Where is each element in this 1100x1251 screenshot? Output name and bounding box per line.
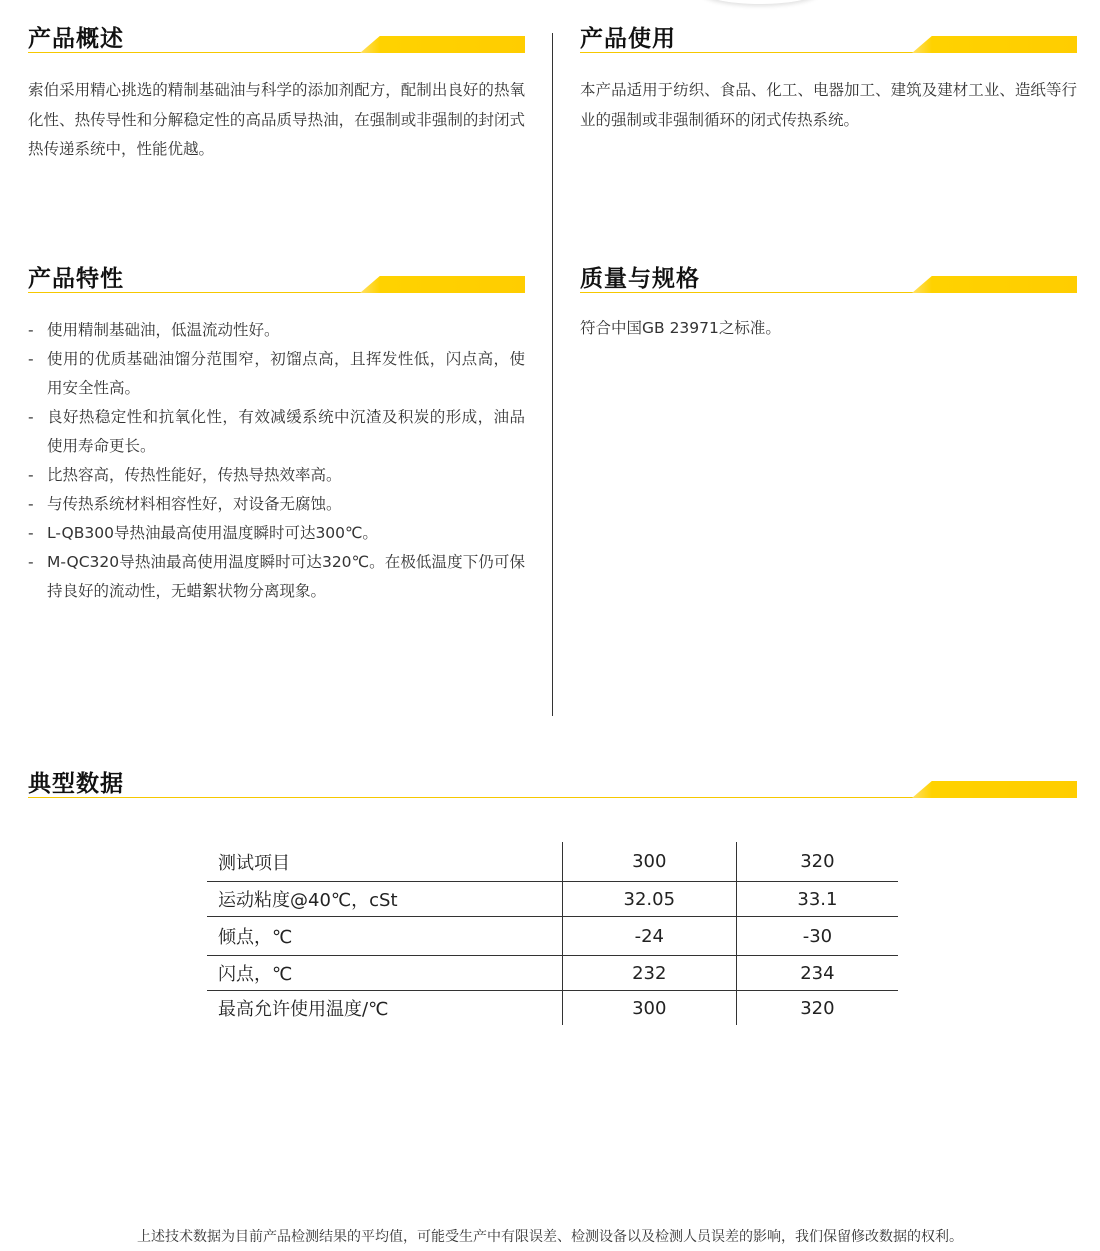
column-divider [552, 33, 553, 716]
table-cell: 倾点，℃ [207, 917, 562, 956]
footer-disclaimer: 上述技术数据为目前产品检测结果的平均值，可能受生产中有限误差、检测设备以及检测人员误差的影响，我们保留修改数据的权利。 [137, 1229, 963, 1245]
table-cell: -24 [562, 917, 736, 956]
table-cell: 234 [736, 956, 898, 991]
typical-data-table [207, 842, 898, 1025]
section-heading-overview [28, 23, 525, 83]
list-item [28, 519, 525, 548]
list-item [28, 461, 525, 490]
feature-text: M-QC320导热油最高使用温度瞬时可达320℃。在极低温度下仍可保持良好的流动性，无蜡絮状物分离现象。 [47, 553, 525, 600]
table-cell: 运动粘度@40℃，cSt [207, 882, 562, 917]
table-header-row [207, 842, 898, 882]
section-title: 产品特性 [28, 266, 124, 292]
section-title: 质量与规格 [580, 266, 700, 292]
heading-accent-bar [912, 276, 1077, 293]
table-row [207, 991, 898, 1026]
feature-list [28, 316, 525, 606]
feature-text: 使用的优质基础油馏分范围窄，初馏点高，且挥发性低，闪点高，使用安全性高。 [47, 350, 525, 397]
section-heading-usage [580, 23, 1077, 83]
table-header-cell: 320 [736, 842, 898, 882]
list-bullet: - [28, 321, 34, 339]
list-item [28, 403, 525, 461]
feature-text: 比热容高，传热性能好，传热导热效率高。 [47, 466, 342, 484]
list-bullet: - [28, 495, 34, 513]
table-header-cell: 300 [562, 842, 736, 882]
list-bullet: - [28, 524, 34, 542]
list-item [28, 345, 525, 403]
list-bullet: - [28, 466, 34, 484]
heading-accent-bar [912, 781, 1077, 798]
table-row [207, 882, 898, 917]
heading-accent-bar [360, 276, 525, 293]
list-bullet: - [28, 408, 34, 426]
list-bullet: - [28, 350, 34, 368]
feature-text: L-QB300导热油最高使用温度瞬时可达300℃。 [47, 524, 378, 542]
section-heading-typical-data [28, 768, 1077, 828]
list-item [28, 548, 525, 606]
section-title: 产品使用 [580, 26, 676, 52]
overview-text: 索伯采用精心挑选的精制基础油与科学的添加剂配方，配制出良好的热氧化性、热传导性和分解稳定性的高品质导热油，在强制或非强制的封闭式热传递系统中，性能优越。 [28, 81, 525, 158]
table-cell: 最高允许使用温度/℃ [207, 991, 562, 1026]
table-cell: 300 [562, 991, 736, 1026]
heading-accent-bar [360, 36, 525, 53]
table-cell: 320 [800, 997, 835, 1019]
table-cell: -30 [736, 917, 898, 956]
top-decorative-arc [700, 0, 820, 4]
list-bullet: - [28, 553, 34, 571]
usage-text: 本产品适用于纺织、食品、化工、电器加工、建筑及建材工业、造纸等行业的强制或非强制循环的闭式传热系统。 [580, 81, 1077, 129]
table-row [207, 956, 898, 991]
table-row [207, 917, 898, 956]
feature-text: 与传热系统材料相容性好，对设备无腐蚀。 [47, 495, 342, 513]
section-heading-features [28, 263, 525, 323]
table-cell: 闪点，℃ [207, 956, 562, 991]
section-title: 产品概述 [28, 26, 124, 52]
quality-text: 符合中国GB 23971之标准。 [580, 319, 781, 337]
table-cell: 33.1 [736, 882, 898, 917]
heading-accent-bar [912, 36, 1077, 53]
feature-text: 使用精制基础油，低温流动性好。 [47, 321, 280, 339]
table-cell: 32.05 [562, 882, 736, 917]
table-cell: 232 [562, 956, 736, 991]
list-item [28, 490, 525, 519]
table-header-cell: 测试项目 [207, 842, 562, 882]
list-item [28, 316, 525, 345]
feature-text: 良好热稳定性和抗氧化性，有效减缓系统中沉渣及积炭的形成，油品使用寿命更长。 [47, 408, 525, 455]
section-title: 典型数据 [28, 771, 124, 797]
